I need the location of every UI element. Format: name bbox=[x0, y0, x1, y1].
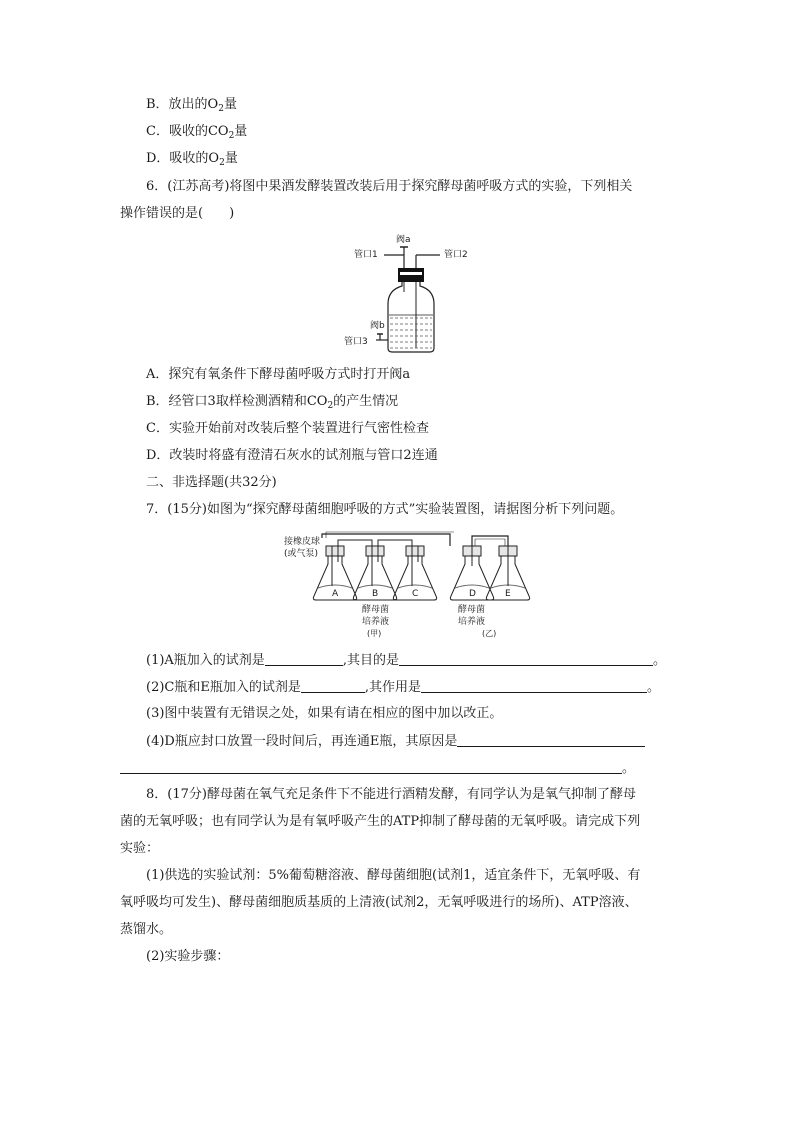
label-bottle-e: E bbox=[505, 589, 511, 599]
answer-blank[interactable] bbox=[265, 651, 343, 666]
label-right-medium: 培养液 bbox=[458, 617, 486, 627]
q8-stem-line1: 8．(17分)酵母菌在氧气充足条件下不能进行酒精发酵，有同学认为是氧气抑制了酵母 bbox=[146, 787, 636, 802]
q7-part1: (1)A瓶加入的试剂是 ,其目的是 。 bbox=[146, 653, 666, 668]
q7-part2: (2)C瓶和E瓶加入的试剂是 ,其作用是 。 bbox=[146, 680, 661, 695]
q6-stem-line2: 操作错误的是( ) bbox=[120, 206, 235, 221]
q6-stem-line1: 6．(江苏高考)将图中果酒发酵装置改装后用于探究酵母菌呼吸方式的实验，下列相关 bbox=[146, 179, 633, 194]
fermentation-apparatus-figure bbox=[340, 230, 480, 354]
answer-blank[interactable] bbox=[399, 651, 653, 666]
label-valve-b: 阀b bbox=[370, 321, 385, 331]
label-bottle-a: A bbox=[332, 589, 339, 599]
answer-blank[interactable] bbox=[457, 732, 645, 747]
q7-part4: (4)D瓶应封口放置一段时间后，再连通E瓶，其原因是 bbox=[146, 732, 645, 751]
answer-blank[interactable] bbox=[301, 678, 365, 693]
q8-part1-line1: (1)供选的实验试剂：5%葡萄糖溶液、酵母菌细胞(试剂1，适宜条件下，无氧呼吸、有 bbox=[146, 868, 641, 883]
label-pump-line2: (或气泵) bbox=[284, 549, 319, 559]
q8-stem-line3: 实验： bbox=[120, 841, 160, 856]
q7-stem: 7．(15分)如图为“探究酵母菌细胞呼吸的方式”实验装置图，请据图分析下列问题。 bbox=[146, 502, 624, 517]
label-right-yeast: 酵母菌 bbox=[458, 605, 486, 615]
label-right-caption: (乙) bbox=[482, 629, 497, 638]
q6-option-b: B．经管口3取样检测酒精和$CO_2$的产生情况 bbox=[146, 394, 399, 411]
q6-option-a: A．探究有氧条件下酵母菌呼吸方式时打开阀a bbox=[146, 367, 411, 382]
respiration-apparatus-figure bbox=[282, 526, 542, 644]
q6-option-c: C．实验开始前对改装后整个装置进行气密性检查 bbox=[146, 421, 429, 436]
label-left-caption: (甲) bbox=[367, 629, 382, 638]
answer-blank[interactable] bbox=[120, 759, 622, 774]
label-bottle-c: C bbox=[412, 589, 419, 599]
label-port-1: 管口1 bbox=[354, 250, 378, 260]
q7-part4-continued: 。 bbox=[120, 759, 635, 778]
label-left-medium: 培养液 bbox=[362, 617, 390, 627]
q8-stem-line2: 菌的无氧呼吸；也有同学认为是有氧呼吸产生的ATP抑制了酵母菌的无氧呼吸。请完成下列 bbox=[120, 814, 641, 829]
q8-part2: (2)实验步骤： bbox=[146, 949, 230, 964]
label-left-yeast: 酵母菌 bbox=[362, 605, 390, 615]
label-port-3: 管口3 bbox=[344, 337, 368, 347]
q5-option-b: B．放出的$O_2$量 bbox=[146, 97, 237, 114]
label-pump-line1: 接橡皮球 bbox=[284, 537, 321, 547]
label-valve-a: 阀a bbox=[396, 235, 411, 245]
q7-part3: (3)图中装置有无错误之处，如果有请在相应的图中加以改正。 bbox=[146, 706, 503, 721]
label-bottle-d: D bbox=[469, 589, 476, 599]
q5-option-c: C．吸收的$CO_2$量 bbox=[146, 124, 248, 141]
section-heading: 二、非选择题(共32分) bbox=[146, 475, 277, 490]
answer-blank[interactable] bbox=[421, 678, 647, 693]
q6-option-d: D．改装时将盛有澄清石灰水的试剂瓶与管口2连通 bbox=[146, 448, 438, 463]
label-bottle-b: B bbox=[372, 589, 379, 599]
q5-option-d: D．吸收的$O_2$量 bbox=[146, 151, 238, 168]
q8-part1-line3: 蒸馏水。 bbox=[120, 922, 173, 937]
q8-part1-line2: 氧呼吸均可发生)、酵母菌细胞质基质的上清液(试剂2，无氧呼吸进行的场所)、ATP溶液、 bbox=[120, 895, 638, 910]
label-port-2: 管口2 bbox=[444, 250, 468, 260]
